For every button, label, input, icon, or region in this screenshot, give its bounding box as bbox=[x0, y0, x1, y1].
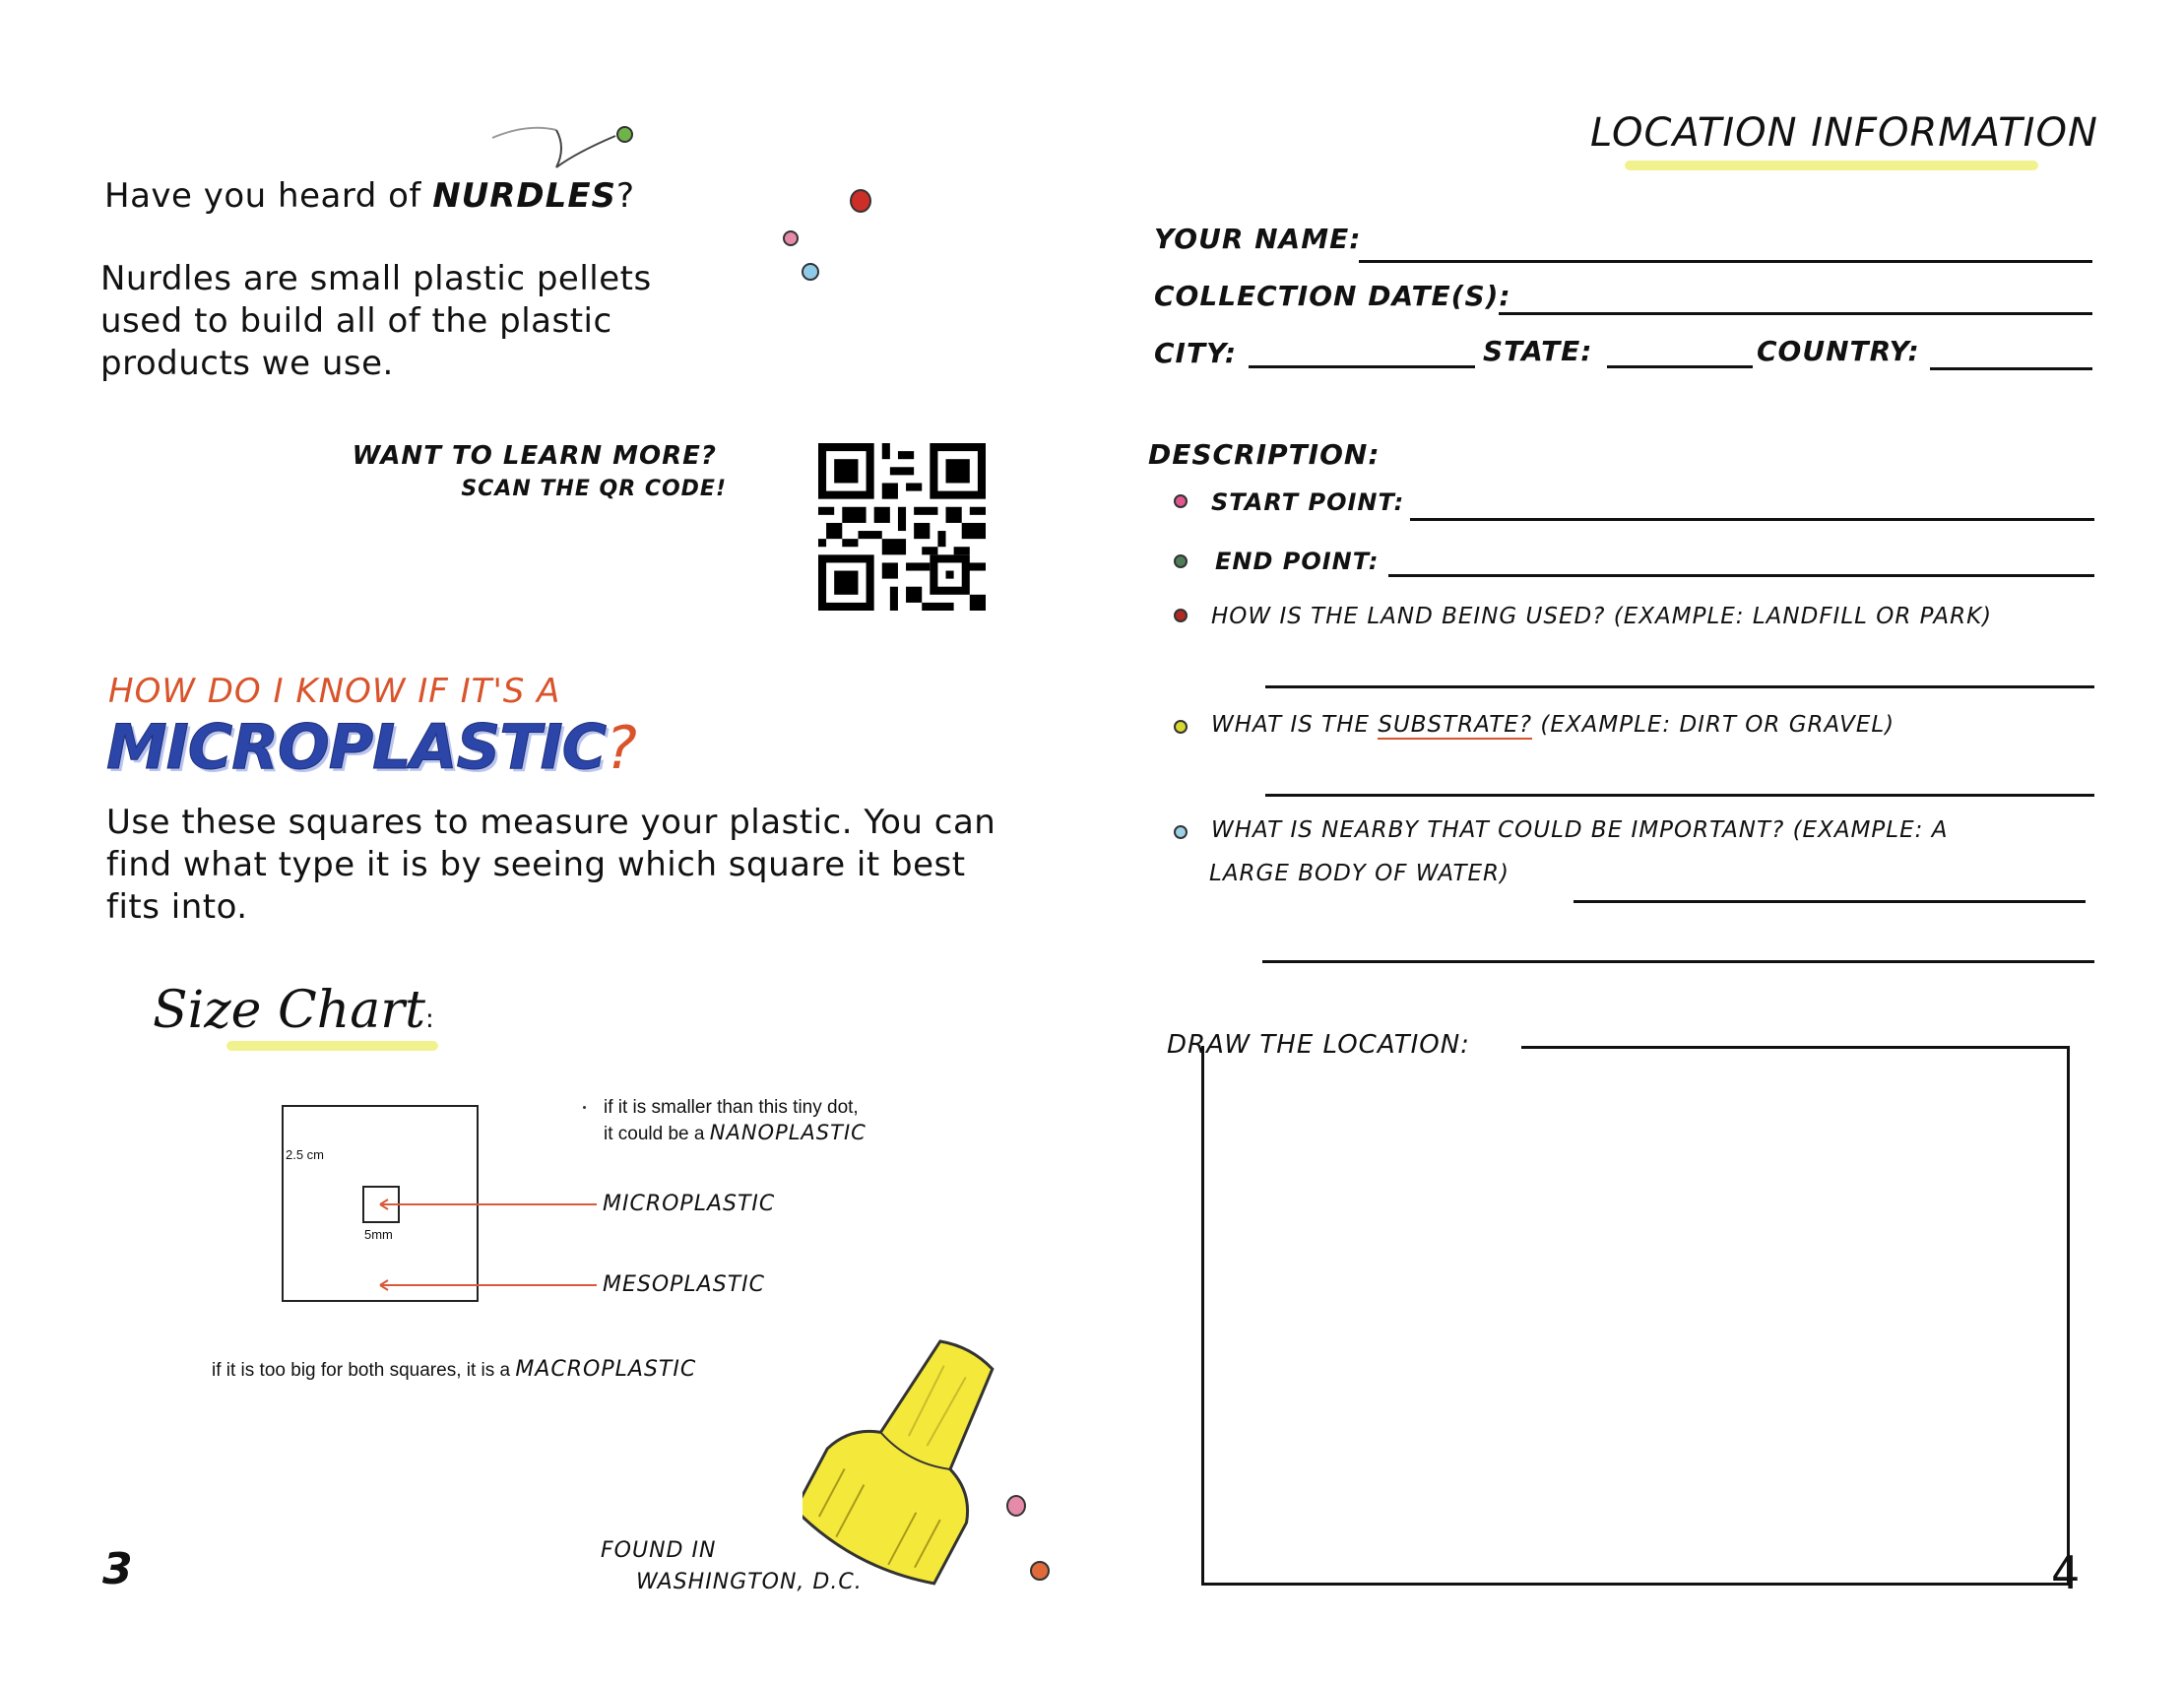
qr-code-icon[interactable] bbox=[817, 443, 987, 611]
collection-date-label: COLLECTION DATE(S): bbox=[1154, 280, 1511, 312]
description-label: DESCRIPTION: bbox=[1148, 438, 1381, 471]
macro-word: MACROPLASTIC bbox=[515, 1357, 697, 1382]
small-square-label: 5mm bbox=[364, 1227, 393, 1242]
orange-nurdle bbox=[1030, 1561, 1050, 1581]
your-name-field[interactable] bbox=[1359, 260, 2092, 263]
size-chart-title bbox=[153, 981, 434, 1040]
meso-word: MESOPLASTIC bbox=[603, 1272, 765, 1297]
yellow-cap-illustration bbox=[803, 1331, 1014, 1592]
country-label: COUNTRY: bbox=[1757, 335, 1920, 367]
draw-location-box[interactable] bbox=[1201, 1046, 2070, 1586]
state-label: STATE: bbox=[1483, 335, 1593, 367]
start-point-label: START POINT: bbox=[1211, 488, 1405, 516]
page-number-right: 4 bbox=[2051, 1546, 2081, 1599]
microplastic-heading-small: HOW DO I KNOW IF IT'S A bbox=[108, 672, 561, 711]
nurdles-word: NURDLES bbox=[432, 176, 617, 216]
country-field[interactable] bbox=[1930, 367, 2092, 370]
nearby-line1: WHAT IS NEARBY THAT COULD BE IMPORTANT? (EXAMPLE: A bbox=[1211, 817, 1949, 843]
nano-word: NANOPLASTIC bbox=[709, 1121, 867, 1144]
intro-line: products we use. bbox=[100, 344, 394, 383]
land-use-field[interactable] bbox=[1265, 685, 2094, 688]
intro-line: used to build all of the plastic bbox=[100, 301, 612, 341]
substrate-field[interactable] bbox=[1265, 794, 2094, 797]
end-point-label: END POINT: bbox=[1215, 548, 1380, 575]
yellow-bullet-icon bbox=[1174, 720, 1188, 734]
land-use-question: HOW IS THE LAND BEING USED? (EXAMPLE: LANDFILL OR PARK) bbox=[1211, 604, 1993, 629]
size-chart-colon: : bbox=[425, 1005, 434, 1034]
measure-line: fits into. bbox=[106, 887, 248, 927]
nano-line-2 bbox=[604, 1121, 867, 1145]
red-nurdle bbox=[850, 189, 871, 213]
found-in-line2: WASHINGTON, D.C. bbox=[636, 1570, 863, 1594]
pink-bullet-icon bbox=[1174, 494, 1188, 508]
size-chart-highlight bbox=[226, 1041, 438, 1051]
microplastic-heading bbox=[106, 711, 637, 783]
substrate-word: SUBSTRATE? bbox=[1378, 712, 1533, 738]
measure-line: Use these squares to measure your plastic. You can bbox=[106, 803, 996, 842]
city-label: CITY: bbox=[1154, 337, 1238, 369]
intro-question bbox=[104, 175, 635, 218]
red-bullet-icon bbox=[1174, 609, 1188, 622]
lightblue-bullet-icon bbox=[1174, 825, 1188, 839]
arrow-micro-icon bbox=[378, 1197, 600, 1212]
measure-line: find what type it is by seeing which square it best bbox=[106, 845, 966, 884]
scan-qr-text: SCAN THE QR CODE! bbox=[461, 477, 727, 501]
draw-location-label: DRAW THE LOCATION: bbox=[1167, 1030, 1470, 1060]
collection-date-field[interactable] bbox=[1499, 312, 2092, 315]
nano-line-2-prefix: it could be a bbox=[604, 1124, 705, 1144]
state-field[interactable] bbox=[1607, 365, 1753, 368]
arrow-meso-icon bbox=[378, 1277, 600, 1293]
title-highlight bbox=[1625, 161, 2038, 170]
tiny-dot-icon bbox=[583, 1106, 586, 1109]
doodle-arrow-icon bbox=[487, 118, 635, 177]
pink-nurdle bbox=[1006, 1495, 1026, 1517]
nano-line-1: if it is smaller than this tiny dot, bbox=[604, 1097, 859, 1118]
learn-more-text: WANT TO LEARN MORE? bbox=[352, 441, 717, 471]
nearby-field-2[interactable] bbox=[1262, 960, 2094, 963]
substrate-example: (EXAMPLE: DIRT OR GRAVEL) bbox=[1540, 712, 1895, 738]
green-nurdle bbox=[616, 126, 633, 143]
nearby-field-1[interactable] bbox=[1574, 900, 2086, 903]
pink-nurdle bbox=[783, 230, 799, 246]
page-number-left: 3 bbox=[102, 1544, 133, 1594]
location-title: LOCATION INFORMATION bbox=[1590, 110, 2098, 156]
city-field[interactable] bbox=[1249, 365, 1475, 368]
substrate-question bbox=[1211, 712, 1895, 738]
micro-word: MICROPLASTIC bbox=[603, 1192, 776, 1216]
intro-question-suffix: ? bbox=[616, 176, 635, 216]
end-point-field[interactable] bbox=[1388, 574, 2094, 577]
microplastic-heading-big: MICROPLASTIC bbox=[106, 711, 607, 783]
microplastic-heading-qmark: ? bbox=[606, 714, 638, 783]
blue-nurdle bbox=[802, 263, 819, 281]
intro-line: Nurdles are small plastic pellets bbox=[100, 259, 652, 298]
large-square-label: 2.5 cm bbox=[286, 1147, 325, 1162]
intro-question-prefix: Have you heard of bbox=[104, 176, 421, 216]
start-point-field[interactable] bbox=[1410, 518, 2094, 521]
substrate-prefix: WHAT IS THE bbox=[1211, 712, 1371, 738]
green-bullet-icon bbox=[1174, 554, 1188, 568]
size-chart-title-text: Size Chart bbox=[153, 981, 425, 1040]
macro-line bbox=[212, 1357, 696, 1382]
macro-prefix: if it is too big for both squares, it is a bbox=[212, 1360, 511, 1381]
measure-instructions bbox=[106, 802, 996, 929]
intro-body bbox=[100, 258, 652, 385]
your-name-label: YOUR NAME: bbox=[1154, 223, 1362, 255]
found-in-line1: FOUND IN bbox=[601, 1538, 717, 1563]
nearby-line2: LARGE BODY OF WATER) bbox=[1209, 861, 1510, 886]
